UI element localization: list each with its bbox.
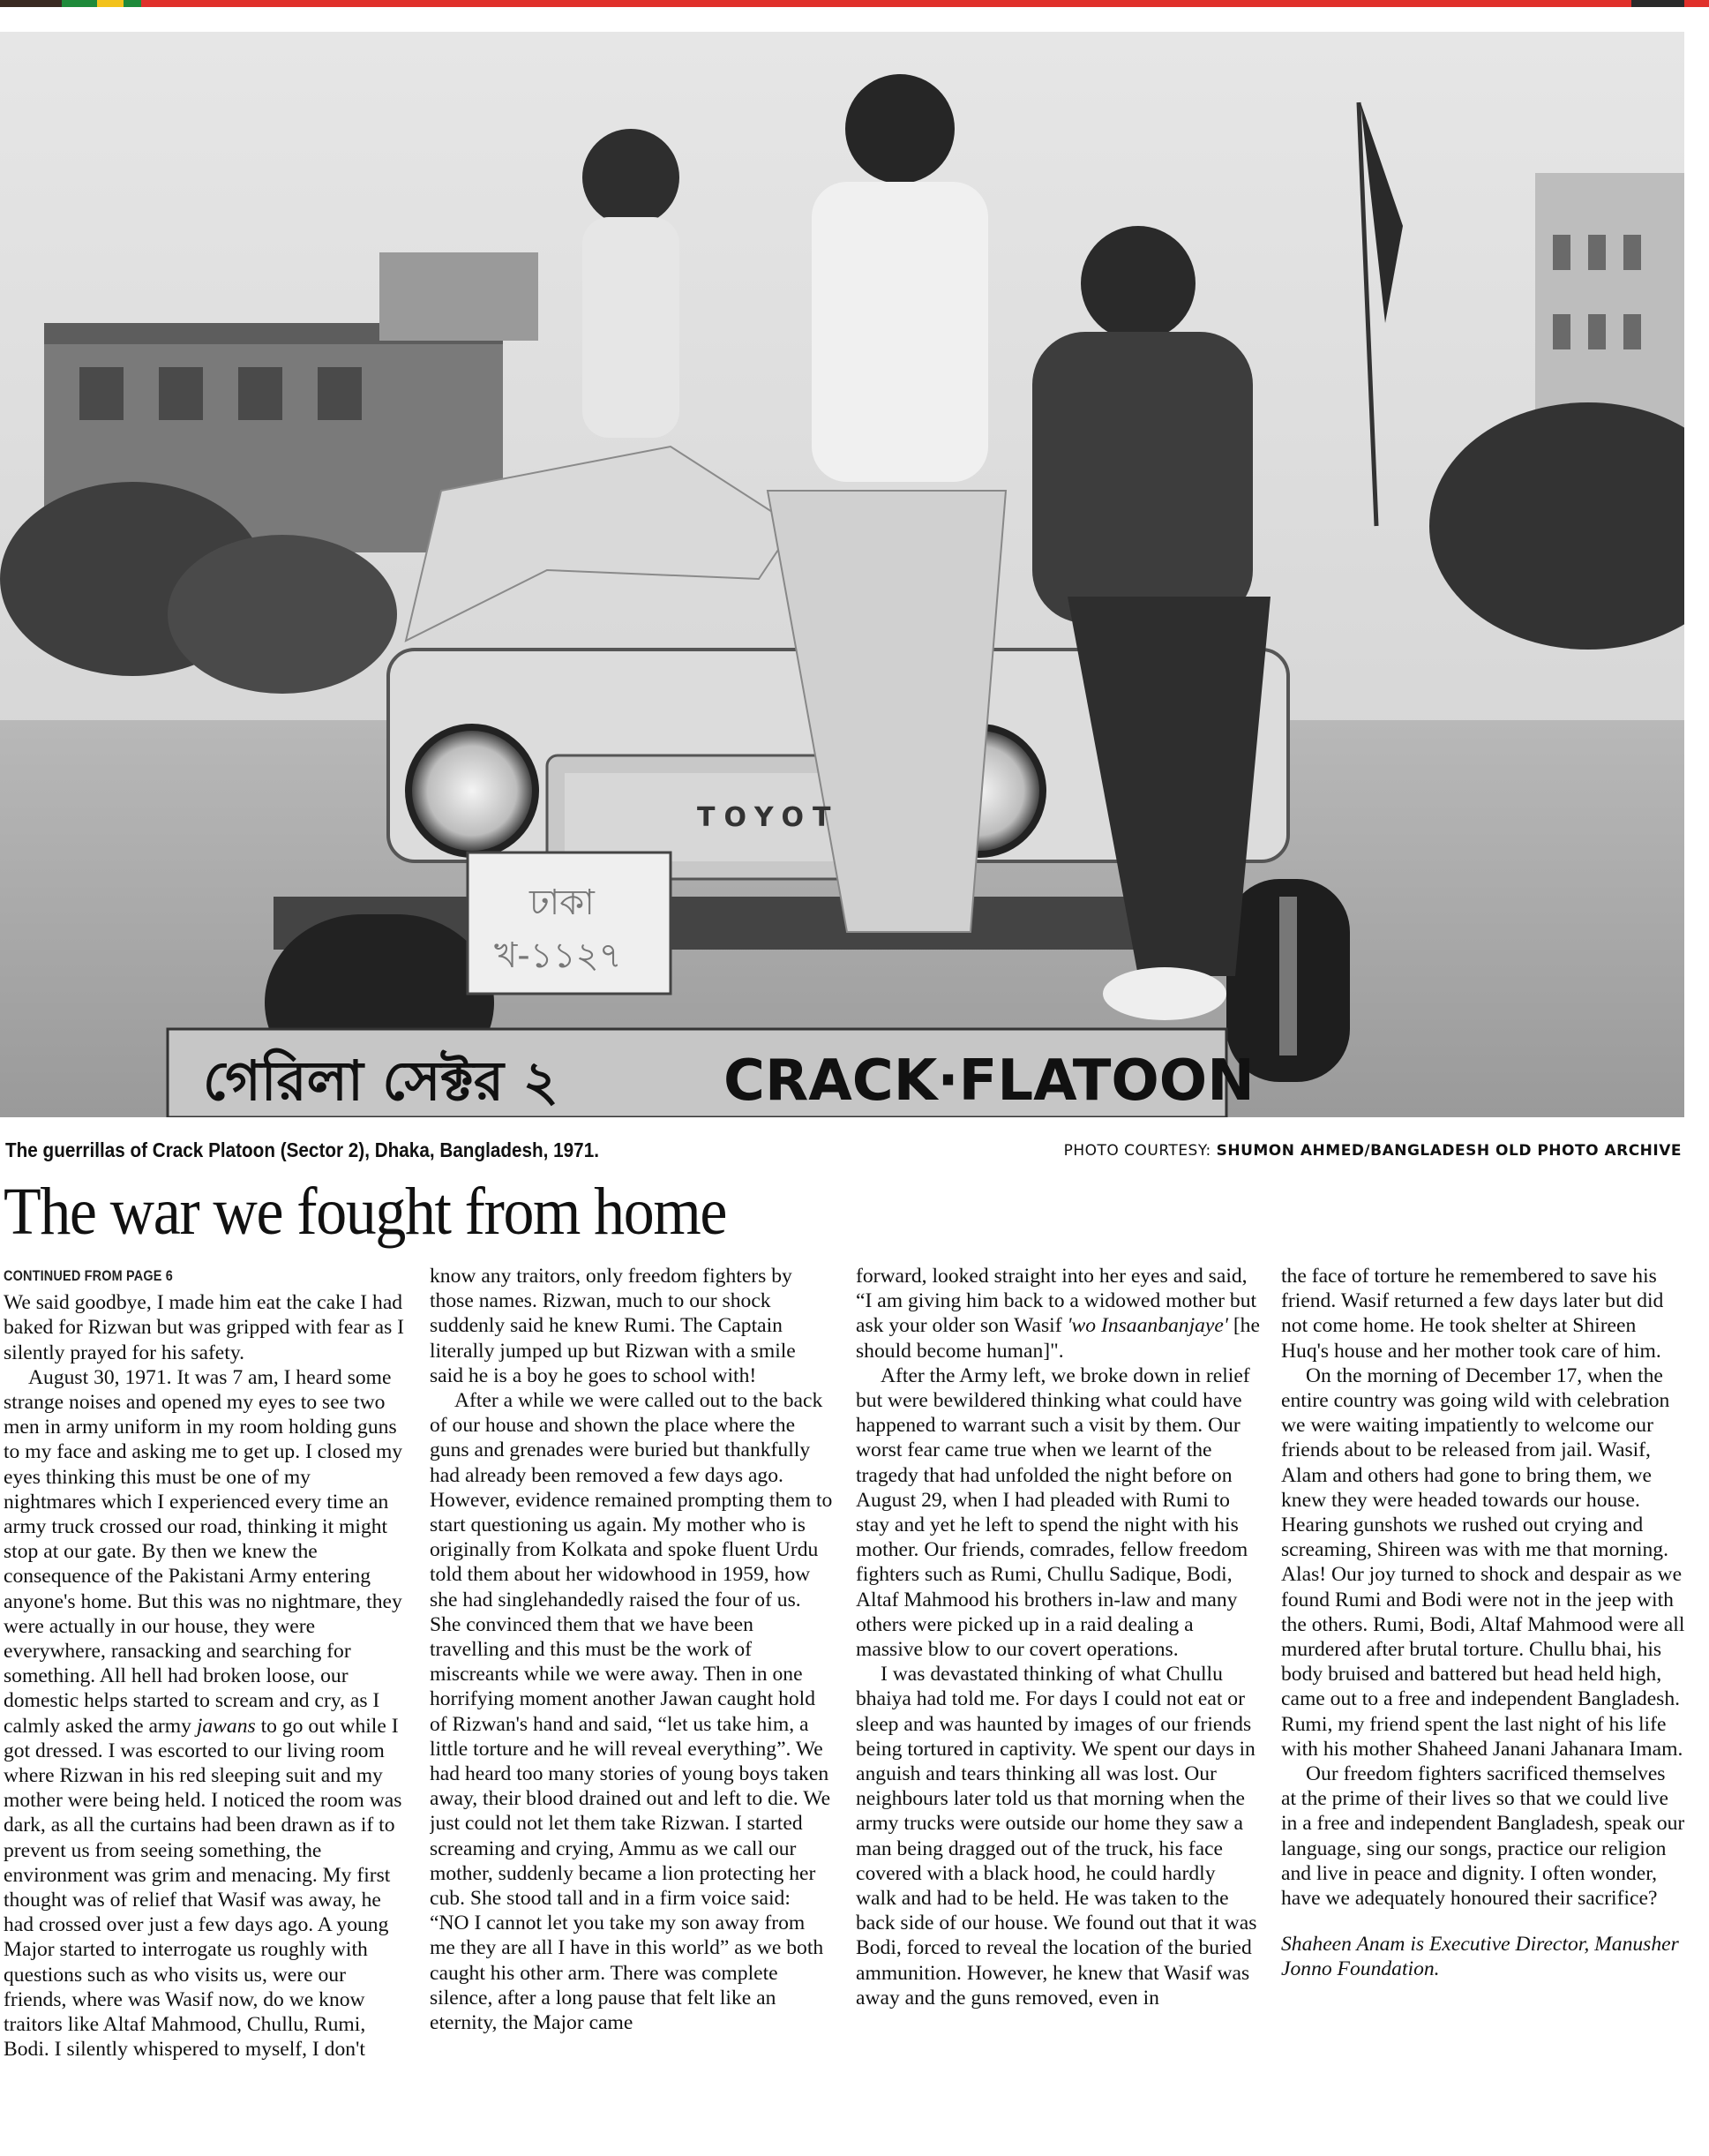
crack-platoon-photo [0, 32, 1684, 1117]
paragraph: After a while we were called out to the back of our house and shown the place where the guns and grenades were buried but thankfully had already been removed a few days ago. However, evidence remained prompting them to start questioning us again. My mother who is originally from Kolkata and spoke fluent Urdu told them about her widowhood in 1959, how she had singlehandedly raised the four of us. She convinced them that we have been travelling and this must be the work of miscreants while we were away. Then in one horrifying moment another Jawan caught hold of Rizwan's hand and said, “let us take him, a little torture and he will reveal everything”. We had heard too many stories of young boys taken away, their blood drained out and left to die. We just could not let them take Rizwan. I started screaming and crying, Ammu as we call our mother, suddenly became a lion protecting her cub. She stood tall and in a firm voice said: “NO I cannot let you take my son away from me they are all I have in this world” as we both caught his other arm. There was complete silence, after a long pause that felt like an eternity, the Major came [430, 1389, 833, 2035]
continued-kicker: CONTINUED FROM PAGE 6 [4, 1267, 173, 1284]
article-column-3 [856, 1264, 1260, 2146]
article-headline: The war we fought from home [4, 1175, 726, 1249]
grille-text: TOYOT [697, 802, 840, 833]
paragraph: the face of torture he remembered to save his friend. Wasif returned a few days later but did not come home. He took shelter at Shireen Huq's house and her mother took care of him. [1281, 1265, 1664, 1363]
paragraph: forward, looked straight into her eyes and said, “I am giving him back to a widowed mother but ask your older son Wasif 'wo Insaanbanjaye' [he should become human]". [856, 1265, 1260, 1363]
paragraph: On the morning of December 17, when the entire country was going wild with celebration we were waiting impatiently to welcome our friends about to be released from jail. Wasif, Alam and others had gone to bring them, we knew they were headed towards our house. Hearing gunshots we rushed out crying and screaming, Shireen was with me that morning. Alas! Our joy turned to shock and despair as we found Rumi and Bodi were not in the jeep with the others. Rumi, Bodi, Altaf Mahmood were all murdered after brutal torture. Chullu bhai, his body bruised and battered but head held high, came out to a free and independent Bangladesh. Rumi, my friend spent the last night of his life with his mother Shaheed Janani Jahanara Imam. [1281, 1363, 1685, 1761]
photo-caption: The guerrillas of Crack Platoon (Sector 2), Dhaka, Bangladesh, 1971. [5, 1138, 599, 1161]
photo-credit-label: PHOTO COURTESY: [1063, 1142, 1211, 1160]
bumper-text-bengali: গেরিলা সেক্টর ২ [203, 1048, 558, 1113]
article-body [0, 1264, 1684, 2146]
plate-line-1: ঢাকা [529, 883, 595, 923]
article-column-2 [430, 1264, 834, 2146]
paragraph: Our freedom fighters sacrificed themselves at the prime of their lives so that we could live in a free and independent Bangladesh, speak our language, sing our songs, practice our religion and live in peace and dignity. I often wonder, have we adequately honoured their sacrifice? [1281, 1762, 1685, 1911]
photo-credit [1064, 1142, 1682, 1160]
article-column-4 [1281, 1264, 1685, 2146]
top-color-bar [0, 0, 1709, 7]
paragraph: know any traitors, only freedom fighters by those names. Rizwan, much to our shock suddenly said he knew Rumi. The Captain literally jumped up but Rizwan with a smile said he is a boy he goes to school with! [430, 1265, 796, 1387]
plate-line-2: খ-১১২৭ [494, 935, 622, 976]
photo-caption-row [5, 1138, 1682, 1165]
photo-credit-source: SHUMON AHMED/BANGLADESH OLD PHOTO ARCHIVE [1216, 1142, 1682, 1160]
paragraph: After the Army left, we broke down in relief but were bewildered thinking what could have happened to warrant such a visit by them. Our worst fear came true when we learnt of the tragedy that had unfolded the night before on August 29, when I had pleaded with Rumi to stay and yet he left to spend the night with his mother. Our friends, comrades, fellow freedom fighters such as Rumi, Chullu Sadique, Bodi, Altaf Mahmood his brothers in-law and many others were picked up in a raid dealing a massive blow to our covert operations. [856, 1363, 1250, 1662]
bumper-text-latin: CRACK·FLATOON [723, 1048, 1255, 1114]
paragraph: We said goodbye, I made him eat the cake I had baked for Rizwan but was gripped with fear as I silently prayed for his safety. [4, 1291, 405, 1364]
paragraph: I was devastated thinking of what Chullu bhaiya had told me. For days I could not eat or sleep and was haunted by images of our friends being tortured in captivity. We spent our days in anguish and tears thinking all was lost. Our neighbours later told us that morning when the army trucks were outside our home they saw a man being dragged out of the truck, his face covered with a black hood, he could hardly walk and had to be held. He was taken to the back side of our house. We found out that it was Bodi, forced to reveal the location of the buried ammunition. However, he knew that Wasif was away and the guns removed, even in [856, 1663, 1257, 2010]
author-byline: Shaheen Anam is Executive Director, Manusher Jonno Foundation. [1281, 1933, 1679, 1981]
article-column-1 [4, 1264, 408, 2146]
paragraph: August 30, 1971. It was 7 am, I heard some strange noises and opened my eyes to see two men in army uniform in my room holding guns to my face and asking me to get up. I closed my eyes thinking this must be one of my nightmares which I experienced every time an army truck crossed our road, thinking it might stop at our gate. By then we knew the consequence of the Pakistani Army entering anyone's home. But this was no nightmare, they were actually in our house, they were everywhere, ransacking and searching for something. All hell had broken loose, our domestic helps started to scream and cry, as I calmly asked the army jawans to go out while I got dressed. I was escorted to our living room where Rizwan in his red sleeping suit and my mother were being held. I noticed the room was dark, as all the curtains had been drawn as if to prevent us from seeing something, the environment was grim and menacing. My first thought was of relief that Wasif was away, he had crossed over just a few days ago. A young Major started to interrogate us roughly with questions such as who visits us, were our friends, where was Wasif now, do we know traitors like Altaf Mahmood, Chullu, Rumi, Bodi. I silently whispered to myself, I don't [4, 1365, 403, 2062]
